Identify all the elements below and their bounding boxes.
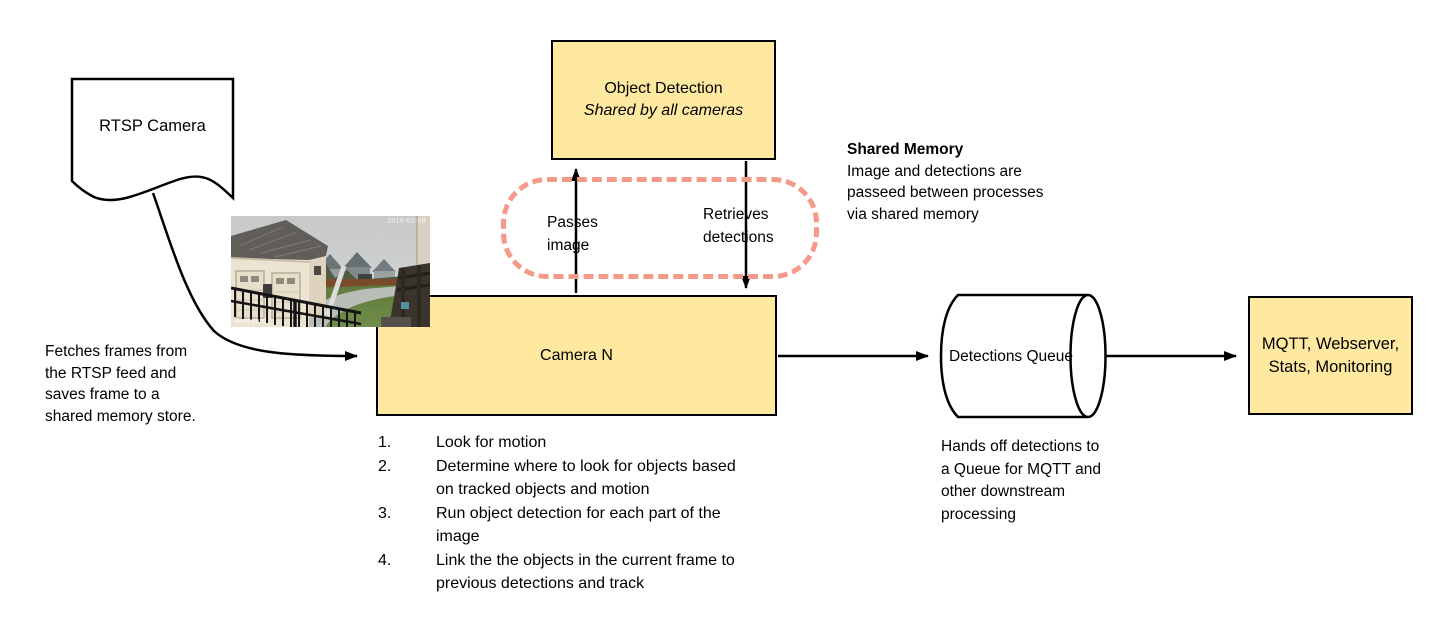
object-detection-box — [551, 40, 776, 160]
object-detection-title: Object Detection — [604, 80, 723, 97]
step-number: 1. — [378, 434, 392, 451]
shared-memory-note-title: Shared Memory — [847, 141, 964, 158]
camera-n-label: Camera N — [540, 346, 613, 364]
mqtt-box — [1248, 296, 1413, 415]
step-row — [378, 549, 756, 596]
snapshot-timestamp: 2019-03-06 — [387, 218, 426, 225]
shared-memory-note — [847, 139, 1052, 225]
step-row — [378, 455, 756, 502]
mqtt-box-label: MQTT, Webserver, Stats, Monitoring — [1261, 334, 1400, 376]
step-number: 2. — [378, 457, 392, 475]
camera-n-box — [376, 295, 777, 416]
camera-steps-list — [378, 431, 756, 596]
camera-snapshot-art — [231, 216, 430, 327]
snapshot-camera-name: Backyard — [235, 316, 267, 325]
passes-image-label: Passes image — [547, 214, 598, 254]
step-text: Run object detection for each part of the image — [436, 504, 721, 545]
rtsp-camera-label: RTSP Camera — [99, 117, 206, 135]
shared-memory-note-body: Image and detections are passeed between processes via shared memory — [847, 162, 1044, 223]
detections-queue-label: Detections Queue — [948, 347, 1074, 365]
rtsp-camera-document-shape — [72, 79, 233, 200]
object-detection-subtitle: Shared by all cameras — [583, 102, 744, 119]
hands-off-note: Hands off detections to a Queue for MQTT and other downstream processing — [941, 438, 1101, 523]
step-row — [378, 502, 756, 549]
camera-snapshot — [231, 216, 430, 327]
step-text: Link the the objects in the current frame to previous detections and track — [436, 551, 735, 592]
step-number: 4. — [378, 551, 392, 569]
retrieves-detections-label: Retrieves detections — [703, 206, 774, 246]
detections-queue-rim — [1071, 295, 1106, 417]
step-row — [378, 431, 756, 455]
fetches-frames-note: Fetches frames from the RTSP feed and saves frame to a shared memory store. — [45, 343, 196, 425]
step-number: 3. — [378, 504, 392, 522]
step-text: Determine where to look for objects based on tracked objects and motion — [436, 457, 736, 498]
step-text: Look for motion — [436, 434, 547, 451]
